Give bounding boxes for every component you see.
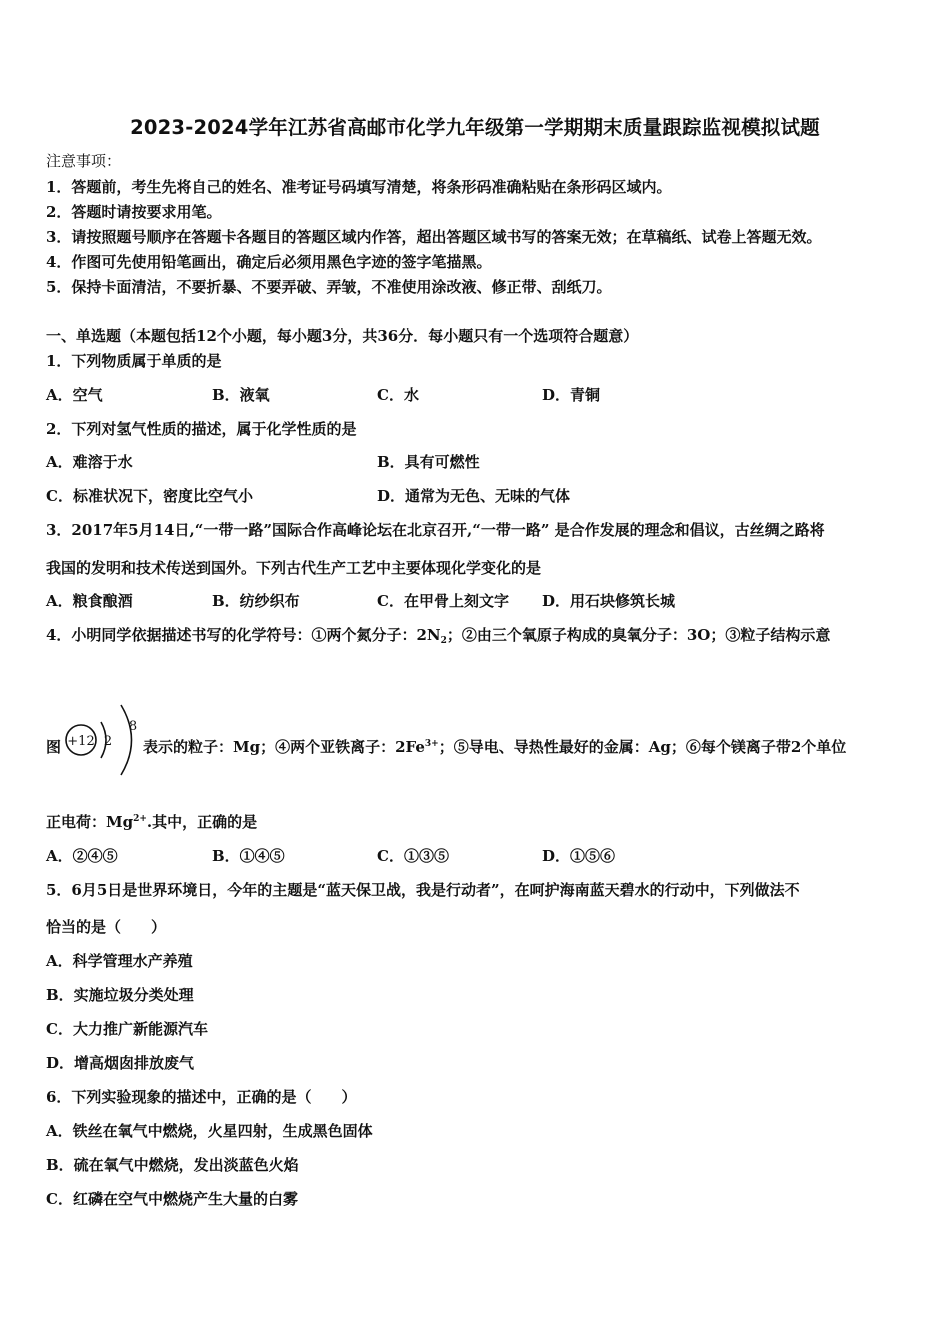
q4-line1-part-b: ；②由三个氧原子构成的臭氧分子：3O；③粒子结构示意 (446, 626, 831, 644)
notice-item-4: 4．作图可先使用铅笔画出，确定后必须用黑色字迹的签字笔描黑。 (46, 253, 492, 271)
q6-option-c: C．红磷在空气中燃烧产生大量的白雾 (46, 1190, 298, 1208)
notice-heading: 注意事项： (46, 152, 122, 170)
q5-stem-line1: 5．6月5日是世界环境日，今年的主题是“蓝天保卫战，我是行动者”，在呵护海南蓝天碧水的行动中，下列做法不 (46, 881, 800, 899)
page-title: 2023-2024学年江苏省高邮市化学九年级第一学期期末质量跟踪监视模拟试题 (130, 116, 820, 139)
q2-option-c: C．标准状况下，密度比空气小 (46, 487, 253, 505)
atom-structure-diagram (64, 697, 140, 783)
q3-stem-line2: 我国的发明和技术传送到国外。下列古代生产工艺中主要体现化学变化的是 (46, 559, 542, 577)
q4-line1-subscript: 2 (440, 636, 447, 646)
q4-option-b: B．①④⑤ (212, 847, 285, 865)
q5-option-c: C．大力推广新能源汽车 (46, 1020, 208, 1038)
notice-item-1: 1．答题前，考生先将自己的姓名、准考证号码填写清楚，将条形码准确粘贴在条形码区域内。 (46, 178, 672, 196)
q6-stem: 6．下列实验现象的描述中，正确的是（ ） (46, 1088, 357, 1106)
q4-option-a: A．②④⑤ (46, 847, 118, 865)
q4-line2-superscript: 3+ (424, 739, 439, 749)
q4-line3-part-b: .其中，正确的是 (146, 813, 258, 831)
q4-line3-part-a: 正电荷：Mg (46, 813, 134, 831)
q1-option-b: B．液氧 (212, 386, 270, 404)
q1-option-d: D．青铜 (542, 386, 601, 404)
q4-option-d: D．①⑤⑥ (542, 847, 616, 865)
q2-option-d: D．通常为无色、无味的气体 (377, 487, 571, 505)
q5-option-b: B．实施垃圾分类处理 (46, 986, 194, 1004)
q3-stem-line1: 3．2017年5月14日,“一带一路”国际合作高峰论坛在北京召开,“一带一路” 是合作发展的理念和倡议，古丝绸之路将 (46, 521, 825, 539)
q6-option-a: A．铁丝在氧气中燃烧，火星四射，生成黑色固体 (46, 1122, 373, 1140)
q3-option-b: B．纺纱织布 (212, 592, 300, 610)
notice-item-3: 3．请按照题号顺序在答题卡各题目的答题区域内作答，超出答题区域书写的答案无效；在草稿纸、试卷上答题无效。 (46, 228, 822, 246)
shell-2-electrons: 8 (128, 719, 138, 734)
q4-option-c: C．①③⑤ (377, 847, 449, 865)
q2-option-b: B．具有可燃性 (377, 453, 480, 471)
q1-option-c: C．水 (377, 386, 419, 404)
q4-line3-superscript: 2+ (133, 814, 147, 824)
q5-option-d: D．增高烟囱排放废气 (46, 1054, 195, 1072)
q1-option-a: A．空气 (46, 386, 103, 404)
q5-stem-line2: 恰当的是（ ） (46, 918, 167, 936)
q2-stem: 2．下列对氢气性质的描述，属于化学性质的是 (46, 420, 357, 438)
q3-option-d: D．用石块修筑长城 (542, 592, 676, 610)
q4-stem-line3 (46, 812, 257, 832)
q2-option-a: A．难溶于水 (46, 453, 133, 471)
shell-arc-2 (121, 705, 132, 775)
shell-1-electrons: 2 (103, 734, 113, 749)
q6-option-b: B．硫在氧气中燃烧，发出淡蓝色火焰 (46, 1156, 299, 1174)
q4-stem-line1 (46, 625, 830, 645)
nucleus-charge-label: +12 (67, 734, 95, 749)
q4-line2-part-b: ；⑤导电、导热性最好的金属：Ag；⑥每个镁离子带2个单位 (438, 738, 847, 756)
q4-line2-prefix: 图 (46, 738, 62, 756)
q4-line1-part-a: 4．小明同学依据描述书写的化学符号：①两个氮分子：2N (46, 626, 441, 644)
q4-stem-line2 (143, 737, 846, 757)
notice-item-2: 2．答题时请按要求用笔。 (46, 203, 222, 221)
q3-option-a: A．粮食酿酒 (46, 592, 133, 610)
q3-option-c: C．在甲骨上刻文字 (377, 592, 509, 610)
q1-stem: 1．下列物质属于单质的是 (46, 352, 222, 370)
q5-option-a: A．科学管理水产养殖 (46, 952, 193, 970)
q4-line2-part-a: 表示的粒子：Mg；④两个亚铁离子：2Fe (143, 738, 425, 756)
section-heading: 一、单选题（本题包括12个小题，每小题3分，共36分．每小题只有一个选项符合题意） (46, 327, 639, 345)
notice-item-5: 5．保持卡面清洁，不要折暴、不要弄破、弄皱，不准使用涂改液、修正带、刮纸刀。 (46, 278, 612, 296)
